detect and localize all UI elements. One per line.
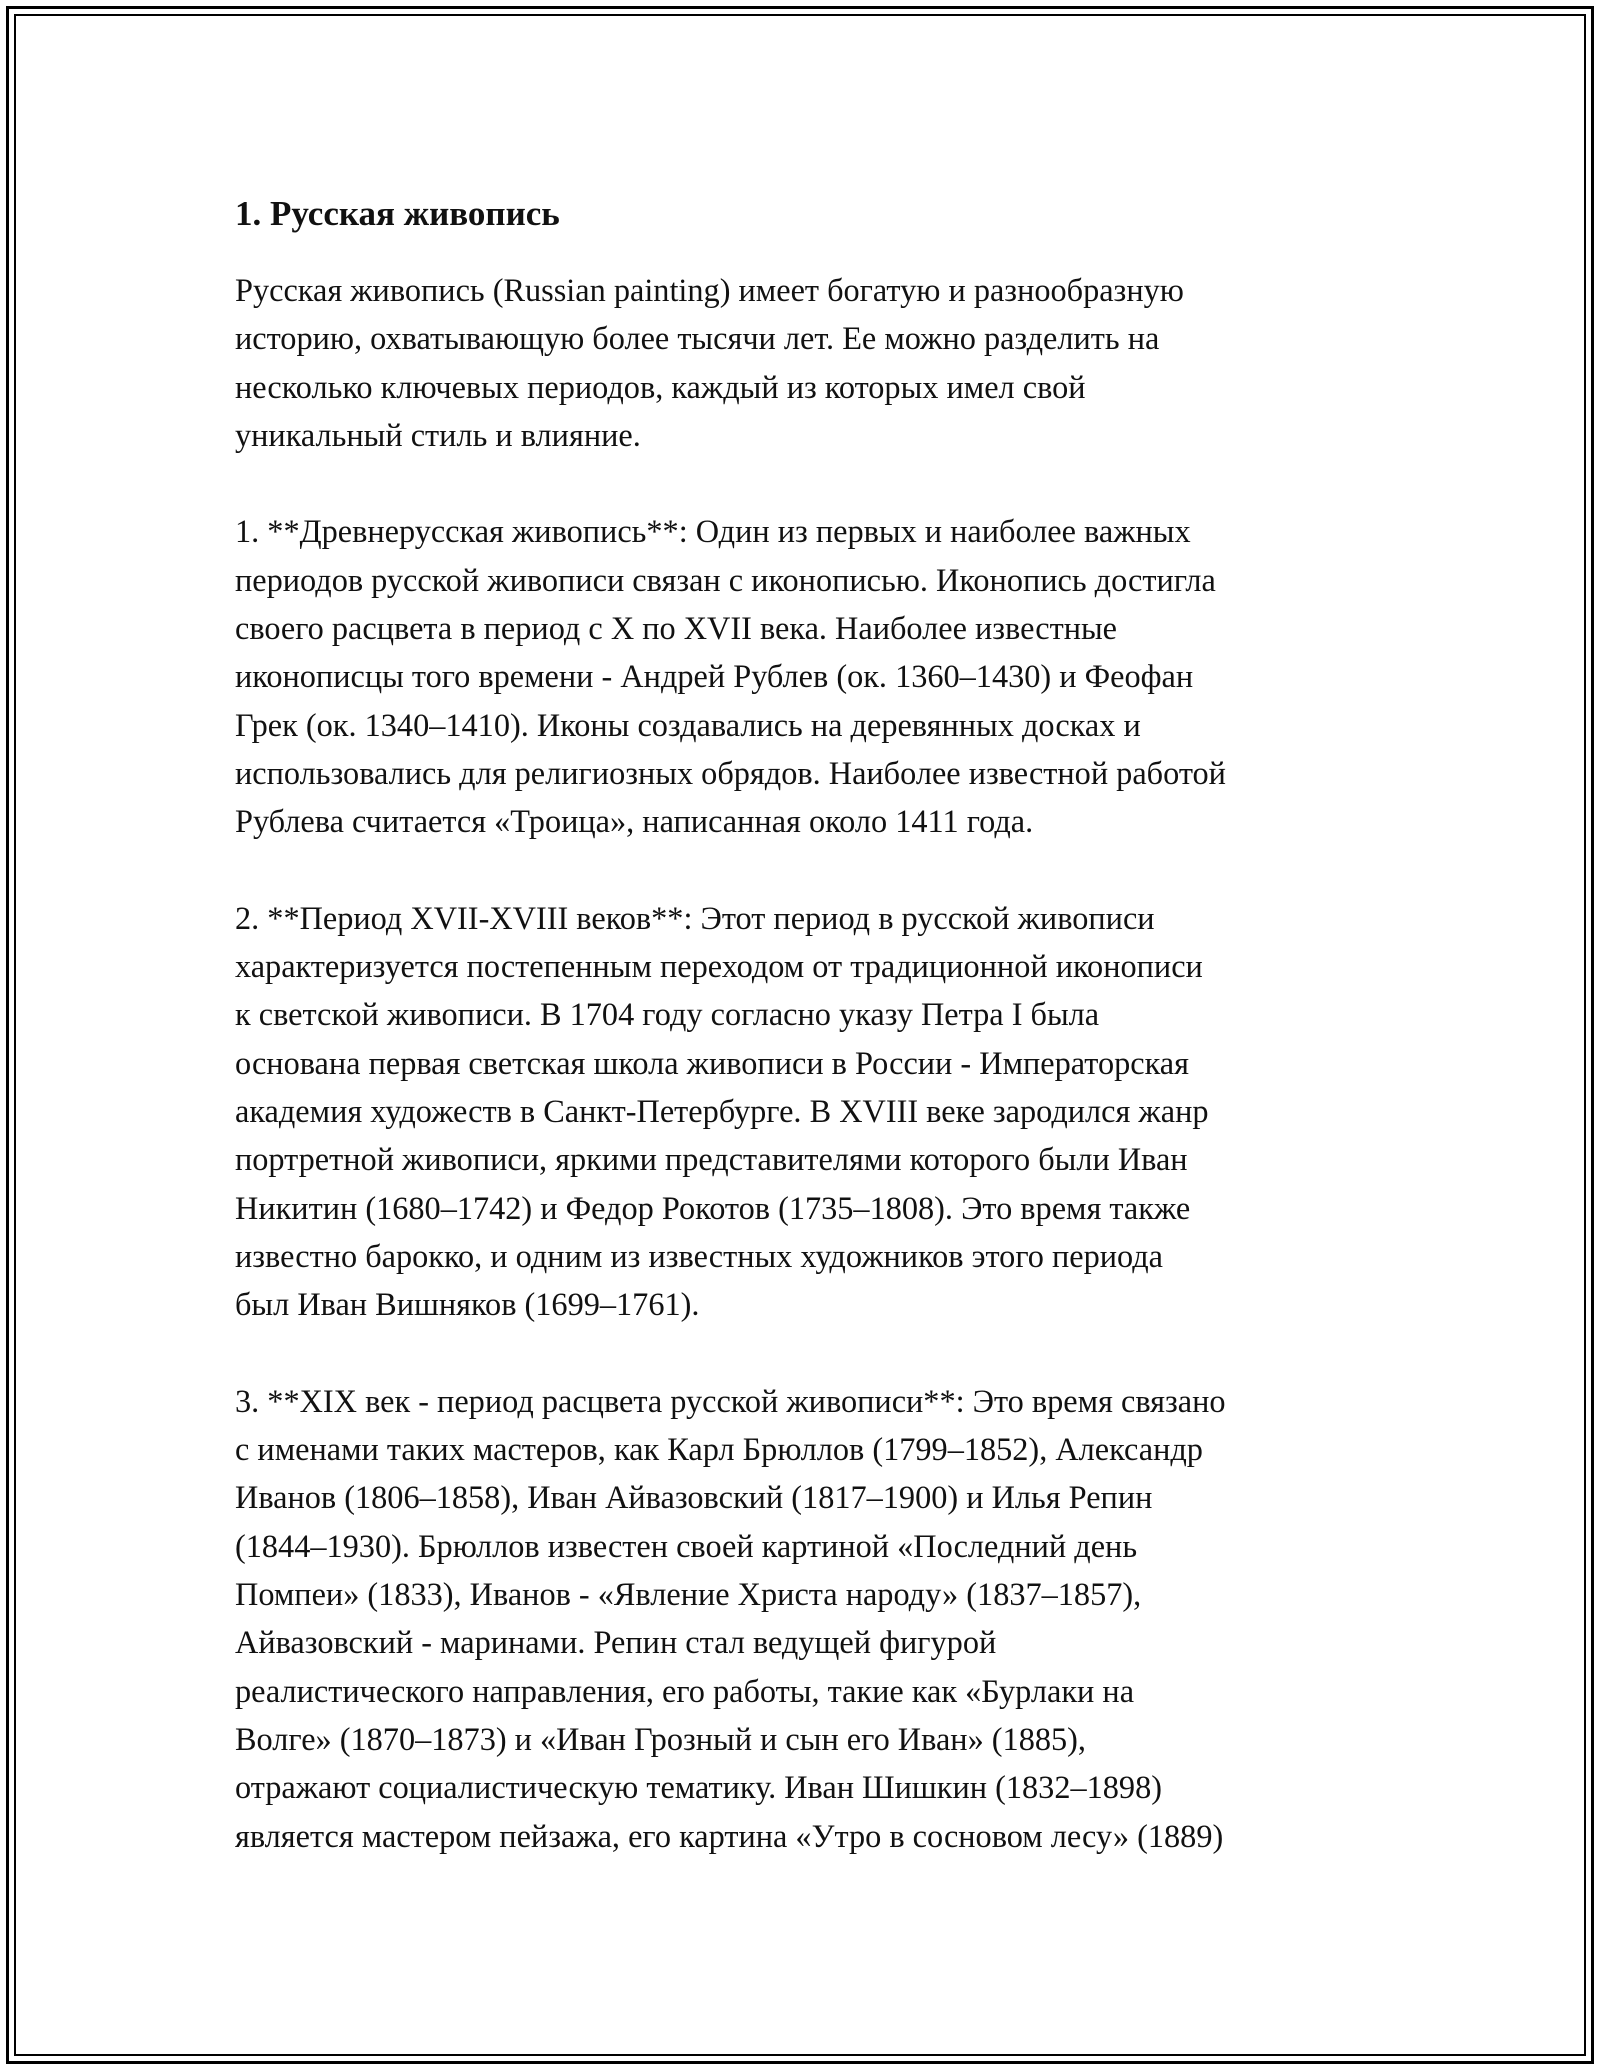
- text-line: Никитин (1680–1742) и Федор Рокотов (1735–1808). Это время также: [235, 1189, 1191, 1226]
- text-line: реалистического направления, его работы, такие как «Бурлаки на: [235, 1672, 1135, 1709]
- xvii-xviii-century-paragraph: [235, 894, 1385, 1329]
- intro-paragraph: [235, 266, 1385, 459]
- text-line: (1844–1930). Брюллов известен своей картиной «Последний день: [235, 1527, 1138, 1564]
- text-line: известно барокко, и одним из известных художников этого периода: [235, 1237, 1164, 1274]
- text-line: периодов русской живописи связан с иконописью. Иконопись достигла: [235, 561, 1216, 598]
- text-line: Помпеи» (1833), Иванов - «Явление Христа народу» (1837–1857),: [235, 1576, 1142, 1613]
- document-body: [235, 190, 1385, 1908]
- text-line: Айвазовский - маринами. Репин стал ведущей фигурой: [235, 1624, 997, 1661]
- text-line: является мастером пейзажа, его картина «Утро в сосновом лесу» (1889): [235, 1817, 1224, 1854]
- text-line: 1. **Древнерусская живопись**: Один из первых и наиболее важных: [235, 513, 1191, 550]
- text-line: был Иван Вишняков (1699–1761).: [235, 1286, 700, 1323]
- text-line: своего расцвета в период с X по XVII века. Наиболее известные: [235, 610, 1118, 647]
- section-heading: 1. Русская живопись: [235, 194, 560, 233]
- text-line: использовались для религиозных обрядов. Наиболее известной работой: [235, 754, 1226, 791]
- text-line: характеризуется постепенным переходом от традиционной иконописи: [235, 948, 1203, 985]
- text-line: академия художеств в Санкт-Петербурге. В XVIII веке зародился жанр: [235, 1093, 1209, 1130]
- xix-century-paragraph: [235, 1377, 1385, 1860]
- text-line: к светской живописи. В 1704 году согласно указу Петра I была: [235, 996, 1100, 1033]
- text-line: отражают социалистическую тематику. Иван Шишкин (1832–1898): [235, 1769, 1162, 1806]
- text-line: Грек (ок. 1340–1410). Иконы создавались на деревянных досках и: [235, 706, 1141, 743]
- text-line: 3. **XIX век - период расцвета русской живописи**: Это время связано: [235, 1382, 1226, 1419]
- text-line: портретной живописи, яркими представителями которого были Иван: [235, 1141, 1188, 1178]
- old-russian-painting-paragraph: [235, 507, 1385, 845]
- text-line: Русская живопись (Russian painting) имеет богатую и разнообразную: [235, 272, 1184, 308]
- text-line: Волге» (1870–1873) и «Иван Грозный и сын его Иван» (1885),: [235, 1720, 1086, 1757]
- text-line: 2. **Период XVII-XVIII веков**: Этот период в русской живописи: [235, 899, 1155, 936]
- text-line: историю, охватывающую более тысячи лет. Ее можно разделить на: [235, 320, 1160, 357]
- text-line: иконописцы того времени - Андрей Рублев (ок. 1360–1430) и Феофан: [235, 658, 1194, 695]
- text-line: с именами таких мастеров, как Карл Брюллов (1799–1852), Александр: [235, 1431, 1203, 1468]
- text-line: Рублева считается «Троица», написанная около 1411 года.: [235, 803, 1034, 840]
- text-line: уникальный стиль и влияние.: [235, 416, 641, 453]
- text-line: основана первая светская школа живописи в России - Императорская: [235, 1044, 1189, 1081]
- text-line: Иванов (1806–1858), Иван Айвазовский (1817–1900) и Илья Репин: [235, 1479, 1153, 1516]
- text-line: несколько ключевых периодов, каждый из которых имел свой: [235, 368, 1086, 405]
